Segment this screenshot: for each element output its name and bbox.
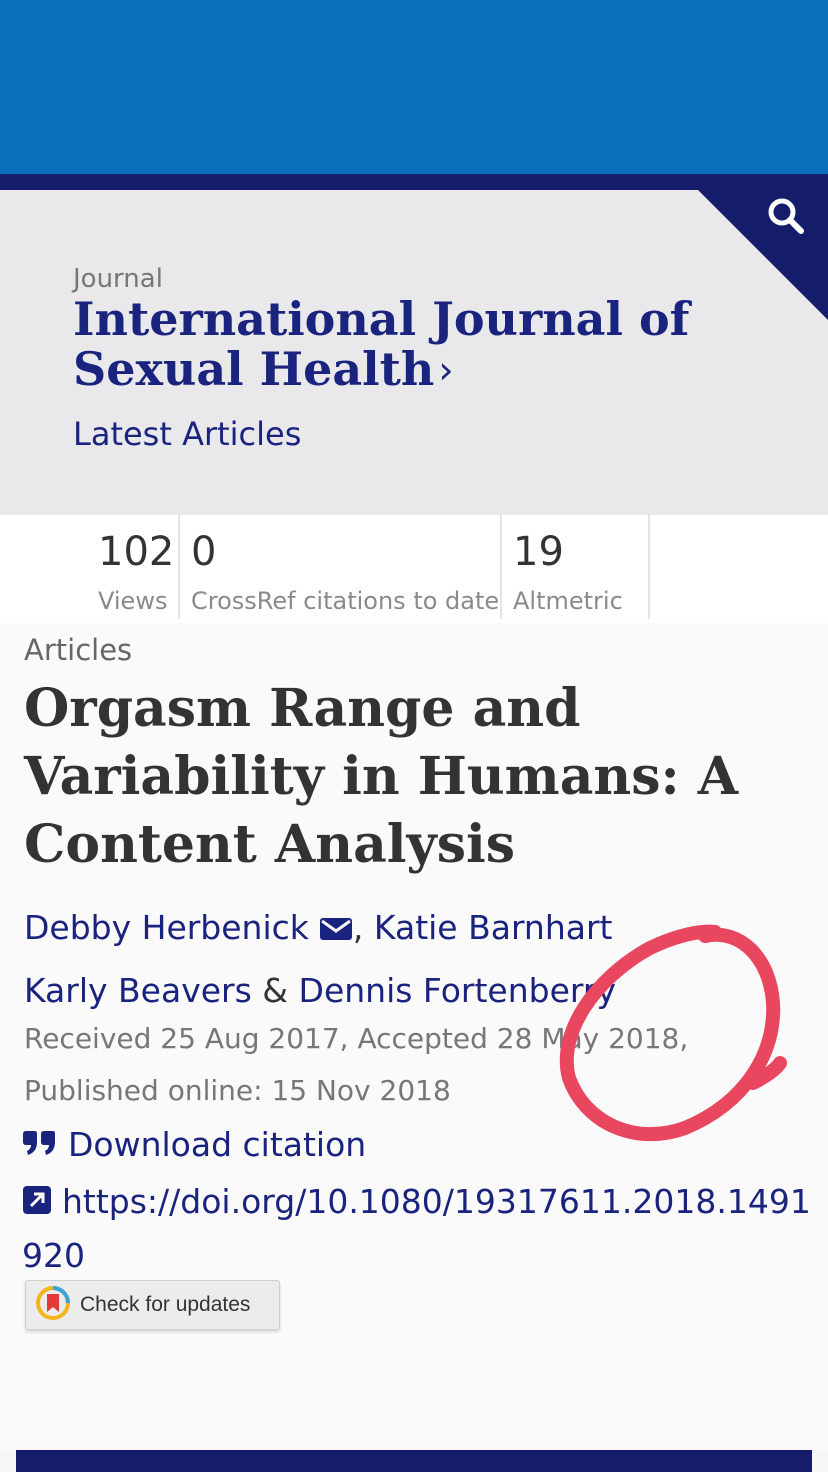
- article-info: [0, 623, 828, 1450]
- metric-value: 19: [513, 529, 564, 575]
- doi-link[interactable]: [22, 1176, 812, 1282]
- author-separator: &: [262, 971, 289, 1010]
- metric-value: 102: [98, 529, 175, 575]
- journal-title: International Journal of Sexual Health: [73, 292, 690, 396]
- metric-label: Altmetric: [513, 587, 623, 615]
- header-divider: [0, 174, 828, 190]
- external-link-icon: [22, 1178, 52, 1230]
- author-link[interactable]: Katie Barnhart: [373, 908, 613, 947]
- journal-header: [0, 190, 828, 515]
- latest-articles-link[interactable]: Latest Articles: [73, 415, 302, 453]
- check-for-updates-label: Check for updates: [80, 1293, 251, 1316]
- download-citation-label: Download citation: [68, 1125, 367, 1164]
- author-link[interactable]: Dennis Fortenberry: [298, 971, 616, 1010]
- download-citation-link[interactable]: [22, 1125, 366, 1164]
- author-link[interactable]: Karly Beavers: [24, 971, 252, 1010]
- chevron-right-icon: ›: [438, 348, 454, 392]
- metric-value: 0: [191, 529, 217, 575]
- metric-divider: [648, 515, 650, 619]
- top-bar: [0, 0, 828, 174]
- journal-title-link[interactable]: [73, 294, 723, 395]
- metric-divider: [178, 515, 180, 619]
- section-label: Articles: [24, 633, 133, 667]
- doi-url: https://doi.org/10.1080/19317611.2018.1491920: [22, 1182, 811, 1275]
- article-metrics: [0, 515, 828, 623]
- metric-divider: [500, 515, 502, 619]
- crossmark-icon: [36, 1286, 70, 1324]
- check-for-updates-button[interactable]: [25, 1280, 280, 1330]
- quote-icon: [22, 1125, 56, 1164]
- article-title: Orgasm Range and Variability in Humans: A Content Analysis: [24, 678, 739, 875]
- metric-label: Views: [98, 587, 168, 615]
- metric-label: CrossRef citations to date: [191, 587, 500, 615]
- author-separator: ,: [352, 908, 364, 947]
- author-link[interactable]: Debby Herbenick: [24, 908, 309, 947]
- journal-label: Journal: [73, 264, 163, 294]
- publication-dates: [24, 1013, 804, 1117]
- bottom-bar: [16, 1450, 812, 1472]
- author-list: [24, 898, 814, 1021]
- published-date: Published online: 15 Nov 2018: [24, 1074, 451, 1107]
- mail-icon[interactable]: [319, 901, 353, 961]
- received-accepted-dates: Received 25 Aug 2017, Accepted 28 May 2018,: [24, 1022, 689, 1055]
